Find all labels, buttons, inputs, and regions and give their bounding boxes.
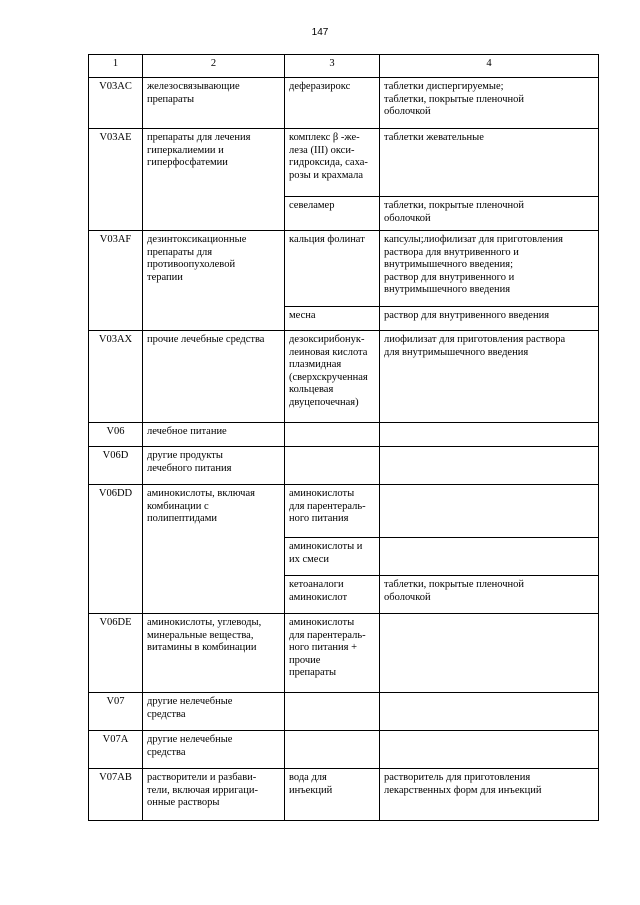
form-cell: растворитель для приготовления лекарственных форм для инъекций (380, 769, 599, 821)
atc-code-cell: V06DD (89, 485, 143, 614)
drug-cell: аминокислоты для парентераль- ного питания + прочие препараты (285, 614, 380, 693)
table-row (89, 693, 599, 731)
drug-cell: месна (285, 307, 380, 331)
table-row (89, 423, 599, 447)
form-cell: таблетки, покрытые пленочной оболочкой (380, 576, 599, 614)
atc-code-cell: V07 (89, 693, 143, 731)
form-cell (380, 693, 599, 731)
form-cell: таблетки диспергируемые; таблетки, покрытые пленочной оболочкой (380, 78, 599, 129)
drug-cell: аминокислоты для парентераль- ного питания (285, 485, 380, 538)
form-cell: таблетки, покрытые пленочной оболочкой (380, 197, 599, 231)
drug-cell (285, 731, 380, 769)
drug-cell: аминокислоты и их смеси (285, 538, 380, 576)
atc-code-cell: V06 (89, 423, 143, 447)
form-cell (380, 485, 599, 538)
form-cell: таблетки жевательные (380, 129, 599, 197)
drug-cell: комплекс β -же- леза (III) окси- гидроксида, саха- розы и крахмала (285, 129, 380, 197)
atc-code-cell: V03AC (89, 78, 143, 129)
form-cell (380, 423, 599, 447)
group-cell: дезинтоксикационные препараты для противоопухолевой терапии (143, 231, 285, 331)
atc-code-cell: V03AF (89, 231, 143, 331)
form-cell: капсулы;лиофилизат для приготовления раствора для внутривенного и внутримышечного введения; раствор для внутривенного и внутримышечного введения (380, 231, 599, 307)
drug-cell: вода для инъекций (285, 769, 380, 821)
drug-cell (285, 447, 380, 485)
group-cell: железосвязывающие препараты (143, 78, 285, 129)
table-header (89, 55, 599, 78)
atc-code-cell: V06DE (89, 614, 143, 693)
table-row (89, 485, 599, 538)
table-row (89, 231, 599, 307)
group-cell: растворители и разбави- тели, включая ирригаци- онные растворы (143, 769, 285, 821)
group-cell: другие продукты лечебного питания (143, 447, 285, 485)
group-cell: препараты для лечения гиперкалиемии и гиперфосфатемии (143, 129, 285, 231)
group-cell: лечебное питание (143, 423, 285, 447)
group-cell: другие нелечебные средства (143, 693, 285, 731)
group-cell: другие нелечебные средства (143, 731, 285, 769)
drug-cell: кальция фолинат (285, 231, 380, 307)
group-cell: аминокислоты, углеводы, минеральные вещества, витамины в комбинации (143, 614, 285, 693)
atc-code-cell: V07AB (89, 769, 143, 821)
table-row (89, 129, 599, 197)
table-row (89, 769, 599, 821)
drug-cell (285, 693, 380, 731)
drug-table (88, 54, 599, 821)
atc-code-cell: V03AE (89, 129, 143, 231)
header-cell: 1 (89, 55, 143, 78)
header-cell: 4 (380, 55, 599, 78)
form-cell: раствор для внутривенного введения (380, 307, 599, 331)
atc-code-cell: V03AX (89, 331, 143, 423)
header-cell: 3 (285, 55, 380, 78)
form-cell (380, 538, 599, 576)
page-number: 147 (311, 27, 329, 38)
form-cell (380, 614, 599, 693)
table-row (89, 331, 599, 423)
form-cell: лиофилизат для приготовления раствора для внутримышечного введения (380, 331, 599, 423)
header-cell: 2 (143, 55, 285, 78)
atc-code-cell: V06D (89, 447, 143, 485)
drug-cell: севеламер (285, 197, 380, 231)
table-row (89, 614, 599, 693)
table-row (89, 731, 599, 769)
table-body (89, 78, 599, 821)
form-cell (380, 447, 599, 485)
group-cell: аминокислоты, включая комбинации с полипептидами (143, 485, 285, 614)
table-row (89, 447, 599, 485)
table-row (89, 78, 599, 129)
drug-cell: кетоаналоги аминокислот (285, 576, 380, 614)
drug-cell: деферазирокс (285, 78, 380, 129)
header-row (89, 55, 599, 78)
atc-code-cell: V07A (89, 731, 143, 769)
drug-cell (285, 423, 380, 447)
form-cell (380, 731, 599, 769)
drug-cell: дезоксирибонук- леиновая кислота плазмидная (сверхскрученная кольцевая двуцепочечная) (285, 331, 380, 423)
group-cell: прочие лечебные средства (143, 331, 285, 423)
